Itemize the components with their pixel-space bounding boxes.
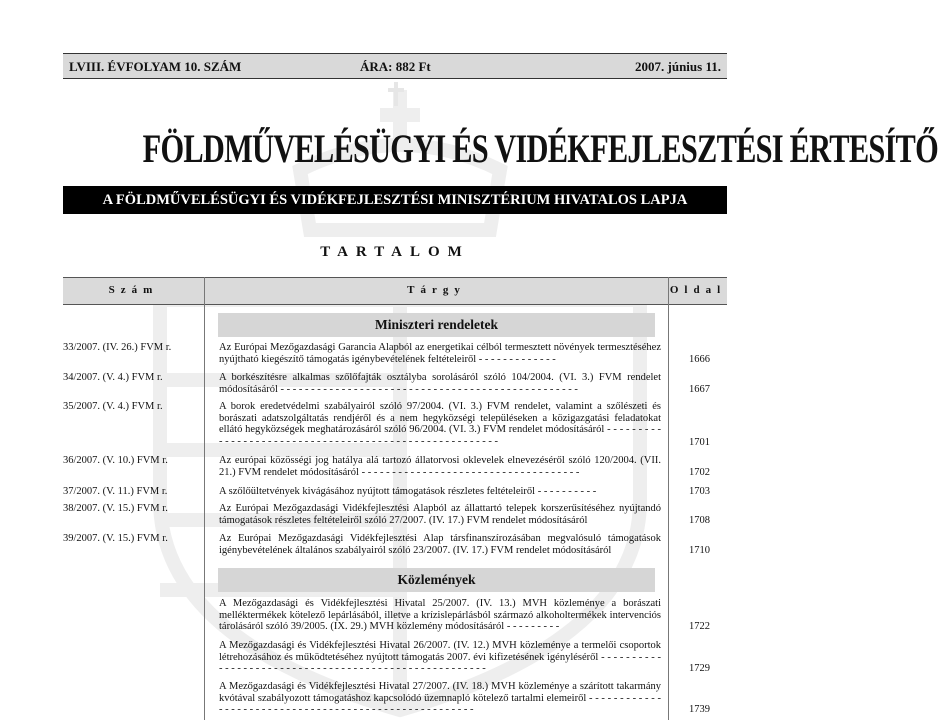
entry-page: 1722 (689, 621, 710, 632)
entry-page: 1729 (689, 663, 710, 674)
issue-price: ÁRA: 882 Ft (360, 59, 431, 74)
section-title: Közlemények (218, 568, 655, 592)
entry-text: Az Európai Mezőgazdasági Vidékfejlesztési Alapból az állattartó telepek korszerűsítéséhez nyújtandó támogatások részletes feltételeiről szóló 27/2007. (IV. 17.) FVM rendelet módosításáról (219, 503, 661, 526)
entry-number: 33/2007. (IV. 26.) FVM r. (63, 342, 172, 353)
column-header-subject: Tárgy (205, 277, 668, 305)
entry-page: 1739 (689, 704, 710, 715)
entry-text: A Mezőgazdasági és Vidékfejlesztési Hivatal 26/2007. (IV. 12.) MVH közleménye a termelői csoportok létrehozásához és működtetéséhez nyújtott támogatás 2007. évi kifizetésének igényléséről - - - - - - - - - - - - - - - - - - - - - - - - - - - - - - - - - - - - - - - - - - - - - - - - - - - - - - (219, 640, 661, 674)
entry-text: A borok eredetvédelmi szabályairól szóló 97/2004. (VI. 3.) FVM rendelet, valamint a szőlészeti és borászati adatszolgáltatás rendjéről és a nem hegyközségi településeken a közigazgatási feladatokat ellátó hegyközségek meghatározásáról szóló 96/2004. (VI. 3.) FVM rendelet módosításáról - - - - - - - - - - - - - - - - - - - - - - - - - - - - - - - - - - - - - - - - - - - - - - - - - - - - - - - (219, 401, 661, 447)
toc-heading: TARTALOM (320, 244, 470, 260)
column-header-number: Szám (63, 277, 204, 305)
entry-page: 1703 (689, 486, 710, 497)
entry-number: 39/2007. (V. 15.) FVM r. (63, 533, 168, 544)
column-header-page: Oldal (669, 277, 727, 305)
publication-subtitle: A FÖLDMŰVELÉSÜGYI ÉS VIDÉKFEJLESZTÉSI MINISZTÉRIUM HIVATALOS LAPJA (63, 186, 727, 214)
publication-title: FÖLDMŰVELÉSÜGYI ÉS VIDÉKFEJLESZTÉSI ÉRTESÍTŐ (142, 126, 938, 171)
entry-text: A Mezőgazdasági és Vidékfejlesztési Hivatal 25/2007. (IV. 13.) MVH közleménye a borászati melléktermékek kötelező lepárlásából, illetve a krízislepárlásból származó alkoholtermékek intervenciós tárolásáról szóló 39/2005. (IX. 29.) MVH közlemény módosításáról - - - - - - - - - (219, 598, 661, 632)
entry-page: 1710 (689, 545, 710, 556)
entry-page: 1667 (689, 384, 710, 395)
entry-page: 1702 (689, 467, 710, 478)
entry-number: 36/2007. (V. 10.) FVM r. (63, 455, 168, 466)
entry-number: 35/2007. (V. 4.) FVM r. (63, 401, 163, 412)
entry-page: 1708 (689, 515, 710, 526)
entry-text: A borkészítésre alkalmas szőlőfajták osztályba sorolásáról szóló 104/2004. (VI. 3.) FVM rendelet módosításáról - - - - - - - - - - - - - - - - - - - - - - - - - - - - - - - - - - - - - - - - - - - - - - - - - (219, 372, 661, 395)
entry-text: A szőlőültetvények kivágásához nyújtott támogatások részletes feltételeiről - - - - - - - - - - (219, 486, 597, 497)
section-title: Miniszteri rendeletek (218, 313, 655, 337)
column-divider (204, 277, 205, 720)
entry-text: Az Európai Mezőgazdasági Vidékfejlesztési Alap társfinanszírozásában megvalósuló támogatások igénybevételének általános szabályairól szóló 23/2007. (IV. 17.) FVM rendelet módosításáról (219, 533, 661, 556)
entry-text: Az Európai Mezőgazdasági Garancia Alapból az energetikai célból termesztett növények termesztéséhez nyújtható kiegészítő támogatás igénybevételének feltételeiről - - - - - - - - - - - - - (219, 342, 661, 365)
issue-header-bar (63, 53, 727, 79)
entry-number: 34/2007. (V. 4.) FVM r. (63, 372, 163, 383)
entry-page: 1701 (689, 437, 710, 448)
entry-text: Az európai közösségi jog hatálya alá tartozó állatorvosi oklevelek elnevezéséről szóló 120/2004. (VII. 21.) FVM rendelet módosításáról - - - - - - - - - - - - - - - - - - - - - - - - - - - - - - - - - - - - (219, 455, 661, 478)
column-divider (668, 277, 669, 720)
issue-date: 2007. június 11. (635, 59, 721, 74)
entry-text: A Mezőgazdasági és Vidékfejlesztési Hivatal 27/2007. (IV. 18.) MVH közleménye a szárított takarmány kvótával szabályozott támogatáshoz kapcsolódó üzemnapló kötelező tartalmi elemeiről - - - - - - - - - - - - - - - - - - - - - - - - - - - - - - - - - - - - - - - - - - - - - - - - - - - - - - (219, 681, 661, 715)
entry-page: 1666 (689, 354, 710, 365)
entry-number: 37/2007. (V. 11.) FVM r. (63, 486, 168, 497)
entry-number: 38/2007. (V. 15.) FVM r. (63, 503, 168, 514)
cross-ornament-icon (381, 80, 411, 108)
volume-number: LVIII. ÉVFOLYAM 10. SZÁM (69, 59, 242, 74)
